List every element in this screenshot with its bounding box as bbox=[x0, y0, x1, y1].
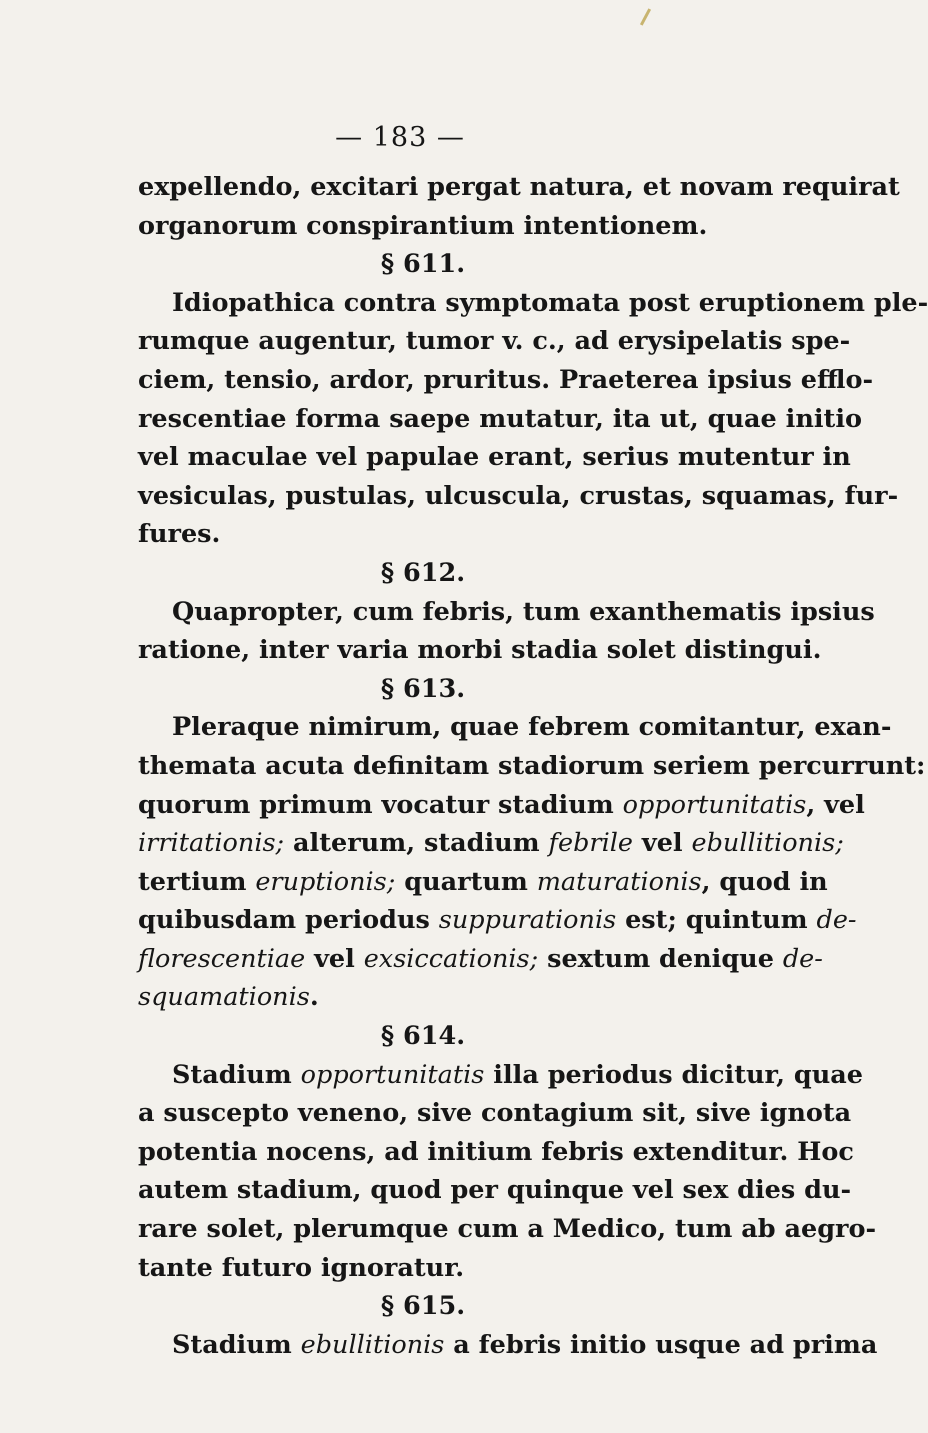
text-line: vel maculae vel papulae erant, serius mutentur in bbox=[138, 442, 851, 473]
italic-term: squamationis bbox=[138, 982, 310, 1013]
text-run: Stadium bbox=[172, 1059, 301, 1090]
text-line: rescentiae forma saepe mutatur, ita ut, quae initio bbox=[138, 403, 863, 434]
italic-term: opportunitatis bbox=[622, 789, 807, 820]
italic-term: ebullitionis; bbox=[691, 828, 844, 859]
italic-term: florescentiae bbox=[138, 943, 306, 974]
text-run: sextum denique bbox=[538, 943, 783, 974]
text-line: Quapropter, cum febris, tum exanthematis ipsius bbox=[172, 596, 875, 627]
italic-term: eruptionis; bbox=[255, 866, 396, 897]
text-line bbox=[138, 940, 823, 979]
section-heading-613: § 613. bbox=[380, 673, 466, 704]
text-run: quorum primum vocatur stadium bbox=[138, 789, 623, 820]
text-line: Pleraque nimirum, quae febrem comitantur, exan- bbox=[172, 712, 892, 743]
italic-term: de- bbox=[782, 943, 823, 974]
text-line: tante futuro ignoratur. bbox=[138, 1252, 465, 1283]
text-line bbox=[138, 824, 844, 863]
italic-term: suppurationis bbox=[438, 905, 617, 936]
text-line bbox=[138, 863, 828, 902]
text-run: est; quintum bbox=[616, 905, 817, 936]
text-line: rare solet, plerumque cum a Medico, tum ab aegro- bbox=[138, 1214, 877, 1245]
text-line: expellendo, excitari pergat natura, et novam requirat bbox=[138, 172, 900, 202]
page-body bbox=[138, 168, 928, 1364]
text-run: quibusdam periodus bbox=[138, 905, 439, 936]
text-line: Idiopathica contra symptomata post eruptionem ple- bbox=[172, 287, 928, 318]
text-run: vel bbox=[633, 828, 692, 859]
text-run: tertium bbox=[138, 866, 256, 897]
text-line: vesiculas, pustulas, ulcuscula, crustas, squamas, fur- bbox=[138, 480, 899, 511]
text-line: a suscepto veneno, sive contagium sit, sive ignota bbox=[138, 1098, 852, 1129]
italic-term: exsiccationis; bbox=[363, 943, 539, 974]
section-heading-611: § 611. bbox=[380, 249, 466, 280]
text-line: ratione, inter varia morbi stadia solet distingui. bbox=[138, 635, 822, 666]
text-line bbox=[138, 901, 857, 940]
text-line bbox=[138, 1326, 878, 1365]
italic-term: maturationis bbox=[536, 866, 702, 897]
text-line: autem stadium, quod per quinque vel sex dies du- bbox=[138, 1175, 852, 1206]
italic-term: de- bbox=[816, 905, 857, 936]
text-run: Stadium bbox=[172, 1329, 301, 1360]
italic-term: ebullitionis bbox=[300, 1329, 445, 1360]
text-run: , vel bbox=[806, 789, 865, 820]
page-number: — 183 — bbox=[335, 122, 465, 153]
text-line bbox=[138, 786, 865, 825]
text-line: organorum conspirantium intentionem. bbox=[138, 210, 708, 241]
text-run: vel bbox=[305, 943, 364, 974]
text-line: ciem, tensio, ardor, pruritus. Praeterea ipsius efflo- bbox=[138, 364, 874, 395]
italic-term: opportunitatis bbox=[300, 1059, 485, 1090]
section-heading-612: § 612. bbox=[380, 557, 466, 588]
text-line: fures. bbox=[138, 519, 221, 550]
text-line: potentia nocens, ad initium febris extenditur. Hoc bbox=[138, 1136, 854, 1167]
text-line: rumque augentur, tumor v. c., ad erysipelatis spe- bbox=[138, 326, 851, 357]
text-line bbox=[138, 978, 698, 1017]
text-run: . bbox=[309, 982, 319, 1013]
text-run: quartum bbox=[395, 866, 537, 897]
italic-term: irritationis; bbox=[138, 828, 285, 859]
text-line bbox=[138, 1056, 864, 1095]
text-run: a febris initio usque ad prima bbox=[444, 1329, 878, 1360]
pencil-mark bbox=[640, 8, 651, 25]
text-line: themata acuta definitam stadiorum seriem percurrunt: bbox=[138, 750, 926, 781]
italic-term: febrile bbox=[548, 828, 633, 859]
section-heading-615: § 615. bbox=[380, 1291, 466, 1322]
text-run: illa periodus dicitur, quae bbox=[484, 1059, 864, 1090]
text-run: , quod in bbox=[701, 866, 828, 897]
section-heading-614: § 614. bbox=[380, 1021, 466, 1052]
text-run: alterum, stadium bbox=[284, 828, 549, 859]
